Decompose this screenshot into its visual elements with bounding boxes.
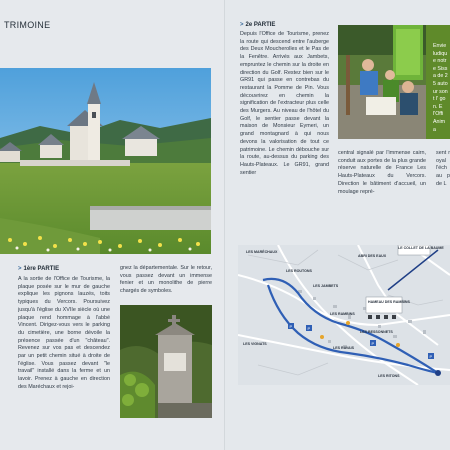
map-label-ritons: LES RITONS: [378, 374, 400, 378]
map-label-vignats: LES VIGNATS: [243, 342, 267, 346]
stone-cross-photo: [120, 305, 212, 418]
map-label-marechaux: LES MARÉCHAUX: [246, 250, 278, 254]
route-map-illustration: [238, 245, 450, 385]
family-game-illustration: [338, 25, 426, 139]
map-label-hameau: HAMEAU DES RAMBINS: [368, 300, 410, 304]
part2-text-col3: sent royal l'éch au p de L: [436, 150, 450, 187]
part-arrow-icon: >: [18, 266, 22, 272]
map-label-bessonnets: LES BESSONNETS: [360, 330, 393, 334]
part1-text-col1: A la sortie de l'Office de Tourisme, la plaque posée sur le mur de gauche explique les pignons lauzés, toits typiques du Vercors. Poursuivez jusqu'à l'église du XVIIe siècle où une plaque rend hommage à l'abbé Vincent. Dirigez-vous vers le parking du cimetière, une borne dévoile la présence passée d'un "château". Revenez sur vos pas et descendez par un petit chemin situé à droite de l'église. Vous passez devant "le travail" installé dans la ferme et un lavoir. Prenez à gauche en direction des Maréchaux et rejoi-: [18, 276, 110, 390]
part2-text-col2: central signalé par l'immense cairn, conduit aux portes de la plus grande réserve naturelle de France Les Hauts-Plateaux du Vercors. Direction le bâtiment d'accueil, un moulage repré-: [338, 150, 426, 195]
part2-title: [240, 22, 275, 28]
svg-text:P: P: [289, 324, 293, 329]
map-label-rambins: LES RAMBINS: [330, 312, 355, 316]
caption-text: Envie ludique notre Sissa de 25 autour sont l' gon. E l'Offi Anima: [433, 43, 448, 133]
part2-title-text: 2e PARTIE: [245, 22, 276, 28]
family-game-photo: [338, 25, 426, 139]
village-church-photo: [0, 68, 211, 254]
svg-text:P: P: [371, 341, 375, 346]
section-heading: TRIMOINE: [4, 20, 51, 30]
part2-text-col1: Depuis l'Office de Tourisme, prenez la route qui descend entre l'auberge des Deux Moucherolles et le Pas de la Fenêtre. Arrivés aux Jambets, empruntez le chemin sur la droite en direction du Golf. Restez bien sur le GR91 qui passe en contrebas du restaurant la Pomme de Pin. Vous découvrirez en chemin la signification de l'extracteur plus celle des Murgers. Au niveau de l'hôtel du Golf, le sentier passe devant la maison de Monsieur Eymeri, un grand montagnard à qui nous devons la valorisation de tout ce patrimoine. Le chemin débouche sur la route, au-dessus du parking des Hauts-Plateaux. Le GR91, grand sentier: [240, 31, 329, 176]
map-label-abri: ABRI DES EAUX: [358, 254, 387, 258]
part-arrow-icon-2: >: [240, 22, 244, 28]
part1-title: [18, 266, 59, 272]
map-label-jambets: LES JAMBETS: [313, 284, 339, 288]
map-label-routons: LES ROUTONS: [286, 269, 312, 273]
village-church-illustration: [0, 68, 211, 254]
svg-text:P: P: [429, 354, 433, 359]
svg-text:P: P: [307, 326, 311, 331]
right-page: [225, 0, 450, 450]
caption-box: [426, 25, 450, 139]
map-label-ravais: LES RAVAIS: [333, 346, 355, 350]
map-label-collet: LE COLLET DE LA BAUME: [398, 246, 444, 250]
part1-title-text: 1ère PARTIE: [23, 266, 60, 272]
stone-cross-illustration: [120, 305, 212, 418]
part1-text-col2: gnez la départementale. Sur le retour, vous passez devant un immense fenier et un monolithe de pierre chargés de symboles.: [120, 265, 212, 295]
route-map: [238, 245, 450, 385]
